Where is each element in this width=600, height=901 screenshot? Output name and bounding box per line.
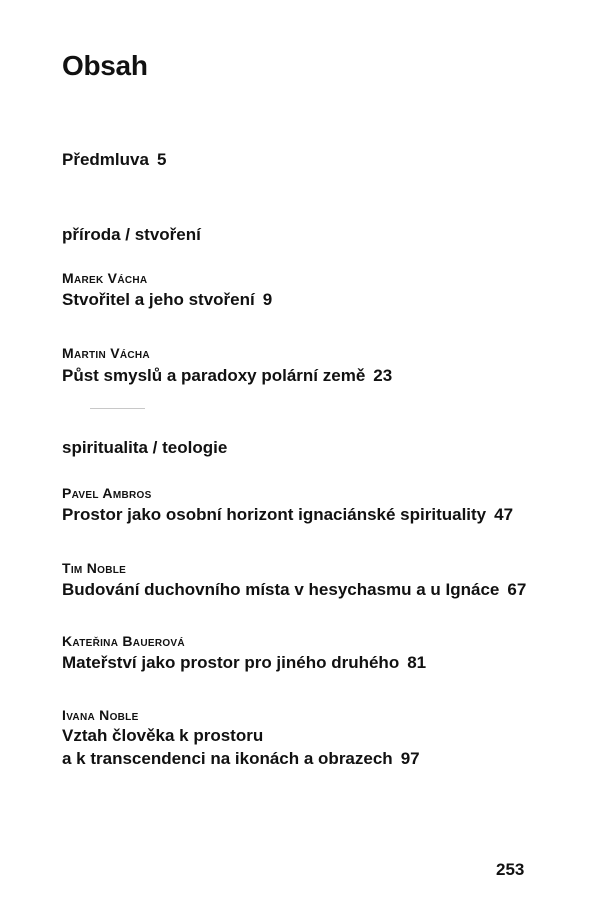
entry-title-text: Budování duchovního místa v hesychasmu a u Ignáce bbox=[62, 580, 500, 599]
entry-page: 9 bbox=[262, 290, 273, 309]
section-heading-nature: příroda / stvoření bbox=[62, 225, 201, 244]
entry-title-text: Prostor jako osobní horizont ignaciánské spirituality bbox=[62, 505, 487, 524]
entry-title-text: Vztah člověka k prostoru bbox=[62, 726, 264, 745]
entry-page: 81 bbox=[407, 653, 427, 672]
entry-page: 47 bbox=[494, 505, 514, 524]
entry-page: 23 bbox=[373, 366, 393, 385]
entry-author: Marek Vácha bbox=[62, 270, 148, 286]
page-title: Obsah bbox=[62, 50, 148, 81]
preface-label: Předmluva bbox=[62, 150, 149, 169]
entry-title-line bbox=[62, 749, 420, 769]
preface-page: 5 bbox=[156, 150, 167, 169]
entry-title bbox=[62, 366, 392, 386]
scan-smudge bbox=[90, 408, 145, 409]
entry-title-text: Stvořitel a jeho stvoření bbox=[62, 290, 255, 309]
section-heading-spirituality: spiritualita / teologie bbox=[62, 438, 228, 457]
entry-title bbox=[62, 290, 272, 310]
entry-title bbox=[62, 505, 513, 525]
entry-title bbox=[62, 653, 426, 673]
entry-title-text: Půst smyslů a paradoxy polární země bbox=[62, 366, 366, 385]
entry-author: Kateřina Bauerová bbox=[62, 633, 185, 649]
entry-author: Tim Noble bbox=[62, 560, 127, 576]
entry-title-text: a k transcendenci na ikonách a obrazech bbox=[62, 749, 393, 768]
entry-title-line bbox=[62, 726, 263, 746]
book-page-number: 253 bbox=[496, 860, 525, 879]
entry-title bbox=[62, 580, 526, 600]
entry-title-text: Mateřství jako prostor pro jiného druhého bbox=[62, 653, 400, 672]
entry-page: 67 bbox=[507, 580, 527, 599]
entry-author: Ivana Noble bbox=[62, 707, 139, 723]
entry-author: Martin Vácha bbox=[62, 345, 150, 361]
preface-entry bbox=[62, 150, 166, 170]
entry-page: 97 bbox=[400, 749, 420, 768]
entry-author: Pavel Ambros bbox=[62, 485, 152, 501]
